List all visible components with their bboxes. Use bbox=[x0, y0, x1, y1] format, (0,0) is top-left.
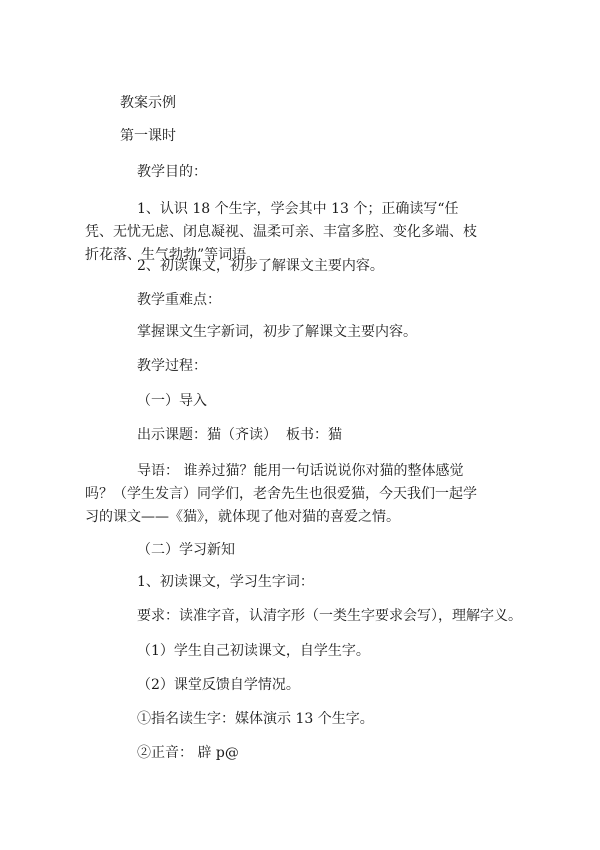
requirement: 要求：读准字音，认清字形（一类生字要求会写），理解字义。 bbox=[137, 608, 522, 624]
part-2-heading: （二）学习新知 bbox=[137, 542, 235, 558]
circled-step-2: ②正音： 辟 p@ bbox=[137, 745, 239, 761]
step-1: 1、初读课文，学习生字词： bbox=[137, 574, 314, 590]
goal-heading: 教学目的： bbox=[137, 164, 207, 180]
key-heading: 教学重难点： bbox=[137, 292, 221, 308]
sub-step-2: （2）课堂反馈自学情况。 bbox=[137, 677, 300, 693]
key-text: 掌握课文生字新词，初步了解课文主要内容。 bbox=[137, 324, 417, 340]
board-text: 板书：猫 bbox=[286, 427, 342, 443]
lesson-label: 第一课时 bbox=[120, 128, 176, 144]
sub-step-1: （1）学生自己初读课文，自学生字。 bbox=[137, 643, 370, 659]
intro-paragraph: 导语： 谁养过猫？能用一句话说说你对猫的整体感觉吗？（学生发言）同学们，老舍先生也很爱猫，今天我们一起学习的课文——《猫》，就体现了他对猫的喜爱之情。 bbox=[85, 463, 477, 525]
goal-1-paragraph: 1、认识 18 个生字，学会其中 13 个；正确读写“任凭、无忧无虑、闭息凝视、温柔可亲、丰富多腔、变化多端、枝折花落、生气勃勃”等词语。 bbox=[85, 201, 477, 263]
process-heading: 教学过程： bbox=[137, 358, 207, 374]
show-title: 出示课题：猫（齐读） bbox=[137, 427, 277, 443]
part-1-heading: （一）导入 bbox=[137, 393, 207, 409]
goal-2: 2、初读课文，初步了解课文主要内容。 bbox=[137, 258, 384, 274]
doc-title: 教案示例 bbox=[120, 95, 176, 111]
circled-step-1: ①指名读生字：媒体演示 13 个生字。 bbox=[137, 711, 374, 727]
